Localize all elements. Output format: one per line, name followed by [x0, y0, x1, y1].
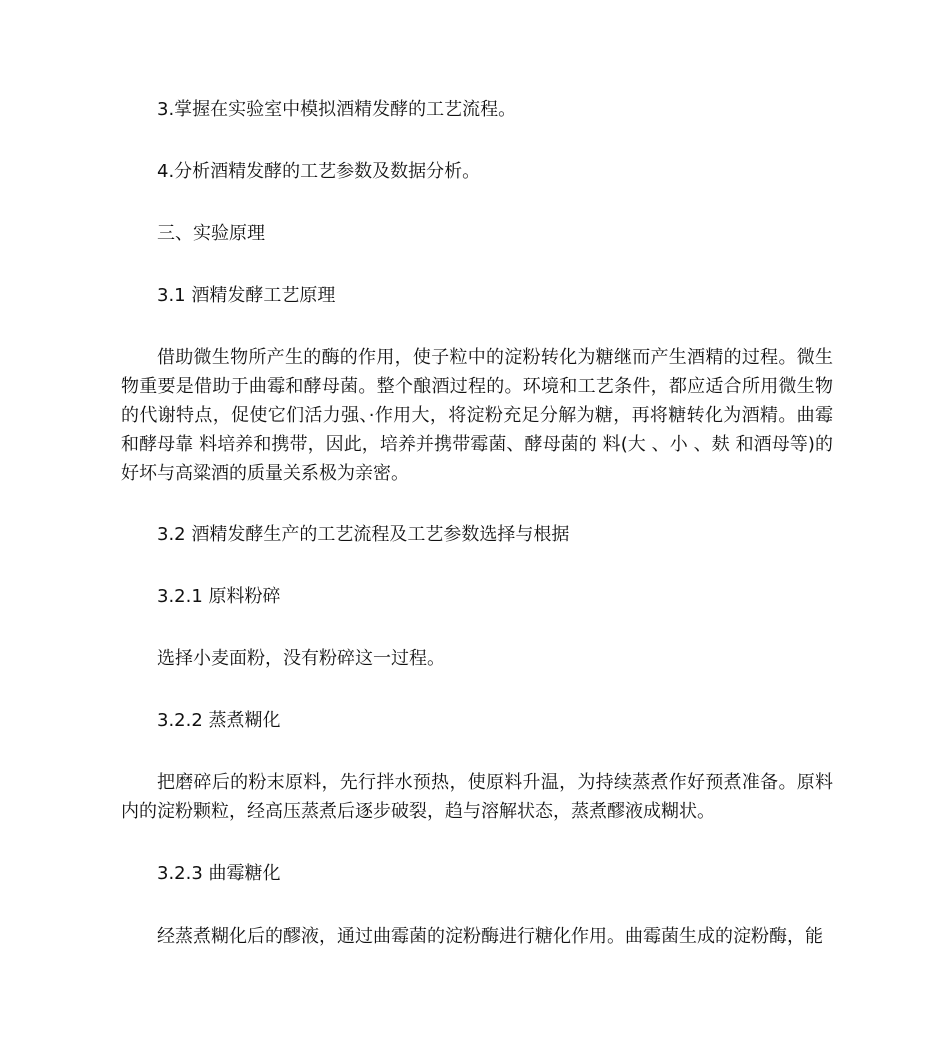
heading-3-2-2: 3.2.2 蒸煮糊化: [157, 710, 281, 731]
paragraph-3-2-2: 把磨碎后的粉末原料，先行拌水预热，使原料升温，为持续蒸煮作好预煮准备。原料内的淀粉颗粒，经高压蒸煮后逐步破裂，趋与溶解状态，蒸煮醪液成糊状。: [121, 772, 833, 822]
heading-3-2-3: 3.2.3 曲霉糖化: [157, 863, 281, 884]
paragraph-3-2-3: 经蒸煮糊化后的醪液，通过曲霉菌的淀粉酶进行糖化作用。曲霉菌生成的淀粉酶，能: [157, 926, 823, 947]
section-heading-principle: 三、实验原理: [157, 223, 265, 244]
objective-3: 3.掌握在实验室中模拟酒精发酵的工艺流程。: [157, 99, 517, 120]
heading-3-1: 3.1 酒精发酵工艺原理: [157, 285, 336, 306]
paragraph-3-2-1: 选择小麦面粉，没有粉碎这一过程。: [157, 648, 445, 669]
paragraph-3-1: 借助微生物所产生的酶的作用，使子粒中的淀粉转化为糖继而产生酒精的过程。微生物重要是借助于曲霉和酵母菌。整个酿酒过程的。环境和工艺条件，都应适合所用微生物的代谢特点，促使它们活力强、·作用大，将淀粉充足分解为糖，再将糖转化为酒精。曲霉和酵母靠 料培养和携带，因此，培养并携带霉菌、酵母菌的 料(大 、小 、麸 和酒母等)的好坏与高粱酒的质量关系极为亲密。: [121, 347, 833, 484]
heading-3-2-1: 3.2.1 原料粉碎: [157, 586, 281, 607]
objective-4: 4.分析酒精发酵的工艺参数及数据分析。: [157, 161, 481, 182]
heading-3-2: 3.2 酒精发酵生产的工艺流程及工艺参数选择与根据: [157, 524, 570, 545]
